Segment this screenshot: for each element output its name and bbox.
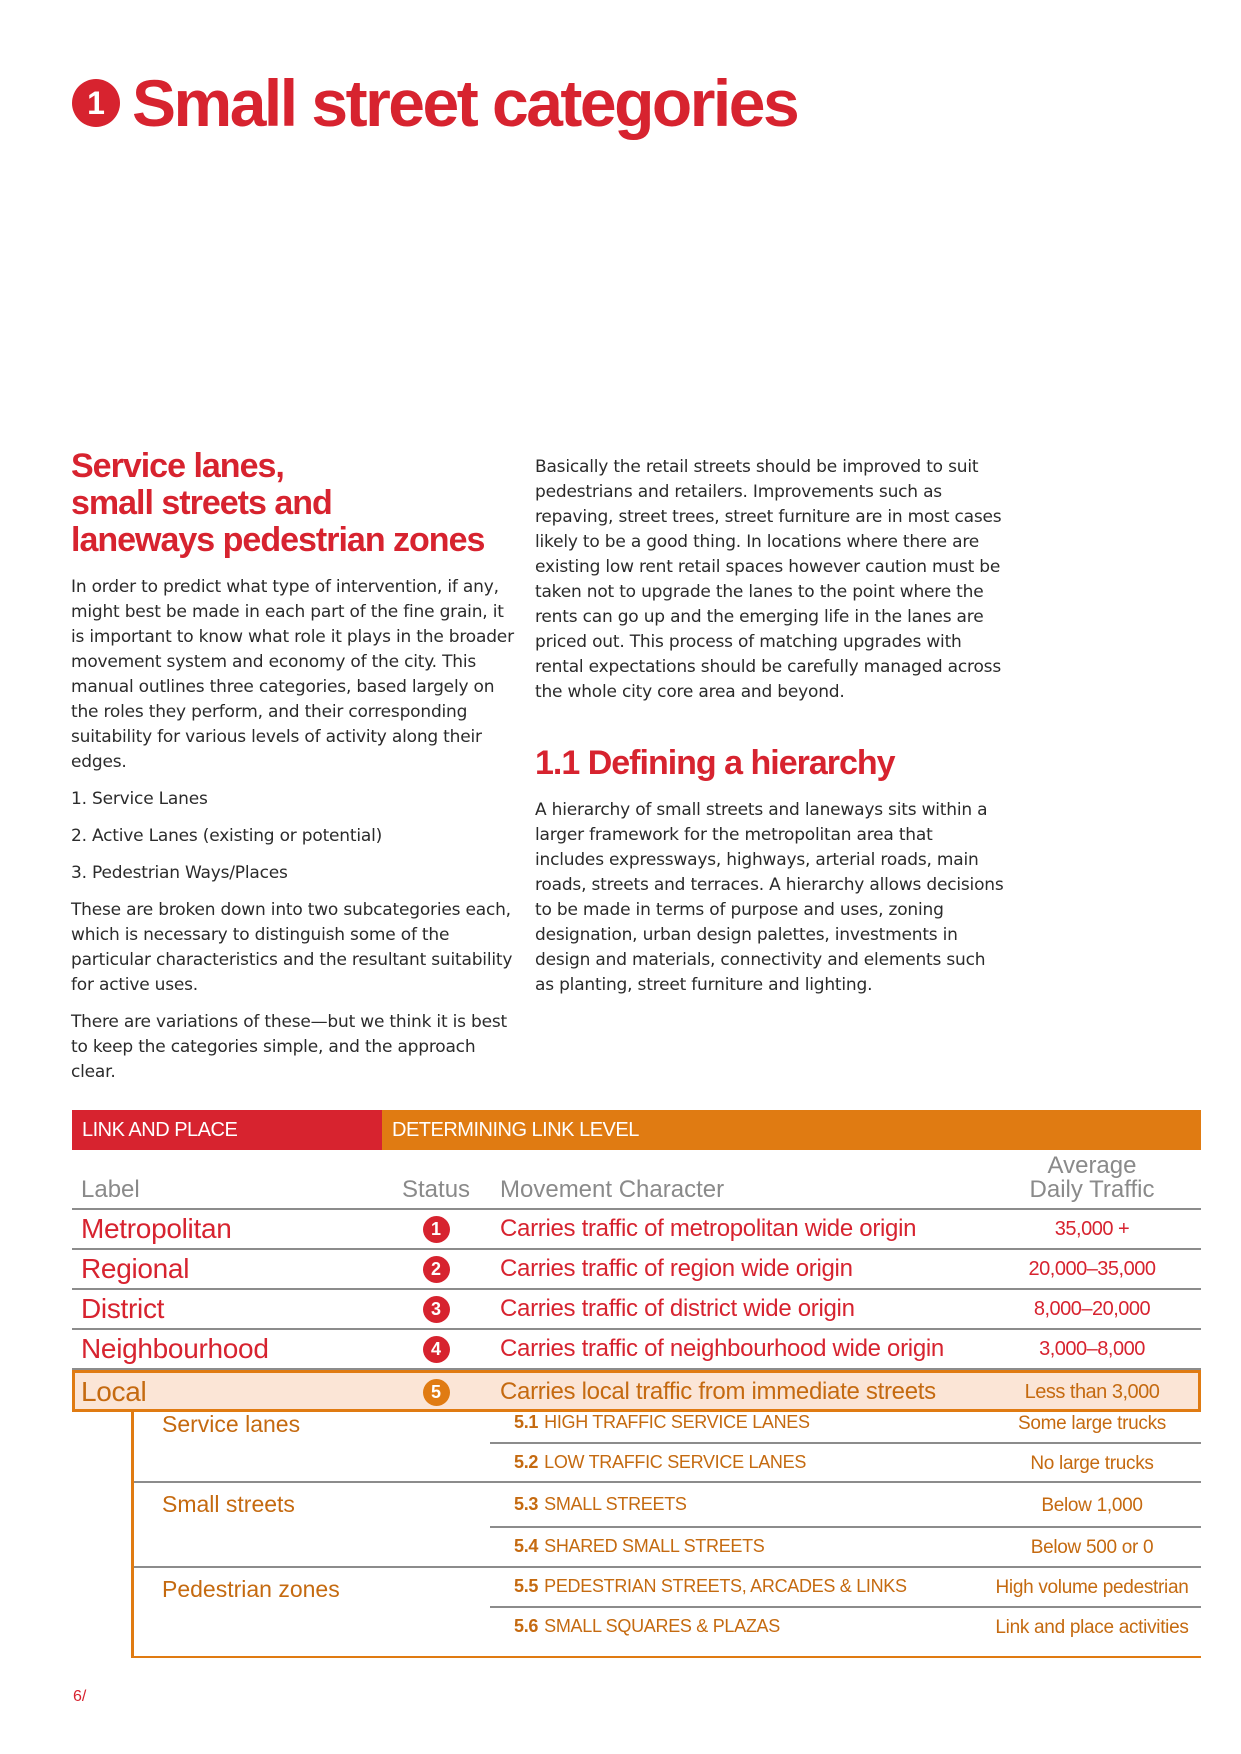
- category-list-item: 1. Service Lanes: [71, 789, 208, 809]
- sub-row-code: 5.5: [514, 1576, 539, 1596]
- sub-group-divider: [134, 1481, 1201, 1483]
- column-header-movement: Movement Character: [500, 1176, 725, 1203]
- sub-group-pedestrian-zones: Pedestrian zones: [162, 1576, 340, 1602]
- column-header-average-line: Daily Traffic: [1029, 1176, 1155, 1203]
- row-label: Local: [81, 1376, 147, 1407]
- table-row: [72, 1210, 1201, 1250]
- hierarchy-paragraph: A hierarchy of small streets and laneways sits within a larger framework for the metropolitan area that includes expressways, highways, arterial roads, main roads, streets and terraces. A hierarchy allows decisions to be made in terms of purpose and uses, zoning designation, urban design palettes, investments in design and materials, connectivity and elements such as planting, street furniture and lighting.: [535, 800, 1004, 995]
- row-movement: Carries traffic of region wide origin: [500, 1255, 853, 1282]
- sub-row-average: Below 500 or 0: [1030, 1537, 1154, 1558]
- sub-row-name: SHARED SMALL STREETS: [544, 1536, 765, 1556]
- sub-row-divider: [490, 1526, 1201, 1528]
- table-row: [72, 1330, 1201, 1370]
- sub-table-bracket: [131, 1412, 134, 1658]
- table-row: [72, 1290, 1201, 1330]
- sub-row-name: SMALL SQUARES & PLAZAS: [544, 1616, 780, 1636]
- status-badge: 1: [423, 1216, 450, 1243]
- category-list-item: 2. Active Lanes (existing or potential): [71, 826, 383, 846]
- sub-row-name: HIGH TRAFFIC SERVICE LANES: [544, 1412, 810, 1432]
- left-column: [71, 448, 521, 1097]
- row-status: [421, 1210, 451, 1248]
- row-label: District: [81, 1293, 165, 1324]
- column-header-average-line: Average: [1047, 1152, 1137, 1179]
- row-movement: Carries traffic of metropolitan wide origin: [500, 1215, 917, 1242]
- sub-row-average: Link and place activities: [995, 1617, 1189, 1638]
- sub-row-divider: [490, 1442, 1201, 1444]
- subcategory-paragraph: These are broken down into two subcategories each, which is necessary to distinguish some of the particular characteristics and the resultant suitability for active uses.: [71, 900, 513, 995]
- sub-row-code: 5.6: [514, 1616, 539, 1636]
- sub-row-5-6: [514, 1616, 780, 1637]
- hierarchy-heading: 1.1 Defining a hierarchy: [535, 744, 895, 782]
- sub-group-small-streets: Small streets: [162, 1491, 295, 1517]
- table-row-local: [72, 1370, 1201, 1412]
- row-average-traffic: 8,000–20,000: [1033, 1297, 1151, 1320]
- row-average-traffic: Less than 3,000: [1024, 1380, 1160, 1403]
- section-number-badge: 1: [72, 79, 120, 127]
- sub-row-code: 5.2: [514, 1452, 539, 1472]
- sub-group-divider: [134, 1566, 1201, 1568]
- sub-row-5-3: [514, 1494, 687, 1515]
- determining-link-level-header: DETERMINING LINK LEVEL: [382, 1110, 1201, 1150]
- variations-paragraph: There are variations of these—but we think it is best to keep the categories simple, and the approach clear.: [71, 1012, 507, 1082]
- section-heading-line: Service lanes,: [71, 447, 284, 485]
- row-label: Regional: [81, 1253, 190, 1284]
- table-header-bar: [72, 1110, 1201, 1150]
- row-average-traffic: 20,000–35,000: [1028, 1257, 1156, 1280]
- table-row: [72, 1250, 1201, 1290]
- column-header-status: Status: [402, 1176, 471, 1203]
- page-title: [72, 66, 798, 140]
- sub-row-average: High volume pedestrian: [995, 1577, 1189, 1598]
- sub-row-name: SMALL STREETS: [544, 1494, 687, 1514]
- status-badge: 3: [423, 1296, 450, 1323]
- category-list-item: 3. Pedestrian Ways/Places: [71, 863, 288, 883]
- section-heading-line: laneways pedestrian zones: [71, 521, 485, 559]
- row-movement: Carries local traffic from immediate streets: [500, 1378, 936, 1405]
- right-column: [535, 455, 1005, 1010]
- status-badge: 5: [423, 1379, 450, 1406]
- sub-row-5-5: [514, 1576, 907, 1597]
- column-header-label: Label: [81, 1176, 140, 1203]
- status-badge: 4: [423, 1336, 450, 1363]
- row-status: [421, 1373, 451, 1411]
- sub-row-code: 5.1: [514, 1412, 539, 1432]
- row-status: [421, 1330, 451, 1368]
- sub-row-name: LOW TRAFFIC SERVICE LANES: [544, 1452, 807, 1472]
- sub-row-average: Below 1,000: [1041, 1495, 1143, 1516]
- sub-row-code: 5.4: [514, 1536, 539, 1556]
- row-label: Metropolitan: [81, 1213, 232, 1244]
- intro-paragraph: In order to predict what type of intervention, if any, might best be made in each part of the fine grain, it is important to know what role it plays in the broader movement system and economy of the city. This manual outlines three categories, based largely on the roles they perform, and their corresponding suitability for various levels of activity along their edges.: [71, 577, 514, 772]
- sub-table-bottom-rule: [131, 1656, 1201, 1658]
- row-average-traffic: 35,000 +: [1054, 1217, 1130, 1240]
- page-number: 6/: [73, 1688, 87, 1705]
- row-status: [421, 1290, 451, 1328]
- sub-row-5-1: [514, 1412, 810, 1433]
- sub-group-service-lanes: Service lanes: [162, 1411, 301, 1437]
- status-badge: 2: [423, 1256, 450, 1283]
- link-and-place-header: LINK AND PLACE: [72, 1110, 382, 1150]
- row-average-traffic: 3,000–8,000: [1039, 1337, 1145, 1360]
- page-title-text: Small street categories: [132, 66, 798, 140]
- sub-row-average: Some large trucks: [1017, 1413, 1166, 1434]
- section-heading: [71, 448, 521, 559]
- row-movement: Carries traffic of district wide origin: [500, 1295, 855, 1322]
- retail-paragraph: Basically the retail streets should be improved to suit pedestrians and retailers. Improvements such as repaving, street trees, street furniture are in most cases likely to be a good thing. In locations where there are existing low rent retail spaces however caution must be taken not to upgrade the lanes to the point where the rents can go up and the emerging life in the lanes are priced out. This process of matching upgrades with rental expectations should be carefully managed across the whole city core area and beyond.: [535, 457, 1002, 702]
- row-movement: Carries traffic of neighbourhood wide origin: [500, 1335, 944, 1362]
- column-header-average: [942, 1154, 1241, 1202]
- row-label: Neighbourhood: [81, 1333, 269, 1364]
- sub-row-code: 5.3: [514, 1494, 539, 1514]
- sub-row-average: No large trucks: [1030, 1453, 1154, 1474]
- sub-row-divider: [490, 1606, 1201, 1608]
- sub-row-5-2: [514, 1452, 806, 1473]
- sub-row-5-4: [514, 1536, 765, 1557]
- row-status: [421, 1250, 451, 1288]
- section-heading-line: small streets and: [71, 484, 332, 522]
- sub-row-name: PEDESTRIAN STREETS, ARCADES & LINKS: [544, 1576, 907, 1596]
